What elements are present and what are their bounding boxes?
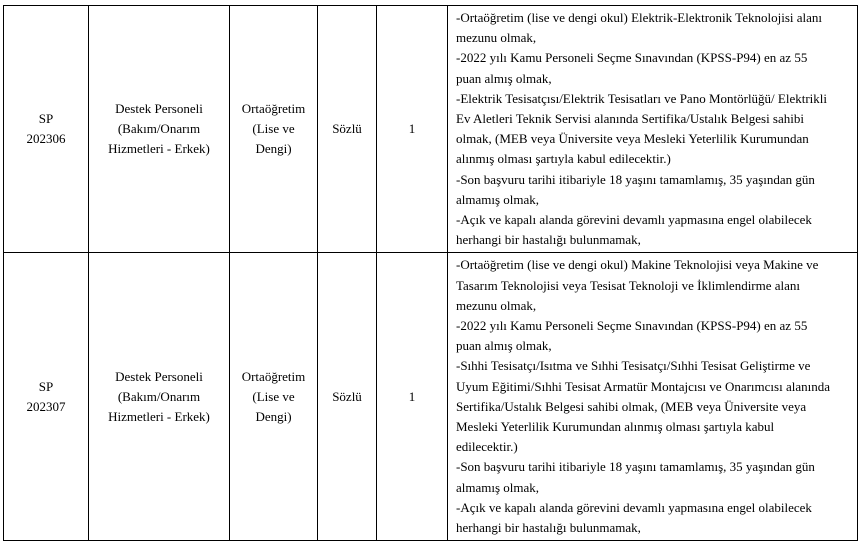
position-title-line: Hizmetleri - Erkek) — [108, 141, 210, 157]
position-title-line: Hizmetleri - Erkek) — [108, 408, 210, 424]
position-code-number: 202307 — [26, 398, 66, 414]
education-level-line: Ortaöğretim — [241, 100, 306, 116]
position-code-cell — [4, 6, 89, 253]
requirement-line: Ev Aletleri Teknik Servisi alanında Sertifika/Ustalık Belgesi sahibi — [456, 111, 804, 127]
education-level-line: Dengi) — [255, 408, 292, 424]
exam-type-cell: Sözlü — [318, 6, 377, 253]
exam-type-cell: Sözlü — [318, 253, 377, 541]
requirement-line: -Ortaöğretim (lise ve dengi okul) Makine Teknolojisi veya Makine ve — [456, 257, 819, 273]
position-count-cell: 1 — [377, 253, 448, 541]
requirement-line: herhangi bir hastalığı bulunmamak, — [456, 520, 641, 536]
requirements-cell — [448, 6, 858, 253]
position-title-line: (Bakım/Onarım — [117, 388, 201, 404]
position-title-line: Destek Personeli — [115, 368, 203, 384]
requirement-line: olmak, (MEB veya Üniversite veya Mesleki Yeterlilik Kurumundan — [456, 131, 809, 147]
position-title-cell — [89, 6, 230, 253]
education-level-line: Dengi) — [255, 141, 292, 157]
requirement-line: Sertifika/Ustalık Belgesi sahibi olmak, (MEB veya Üniversite veya — [456, 398, 807, 414]
requirement-line: almamış olmak, — [456, 191, 540, 207]
education-level-line: (Lise ve — [252, 388, 295, 404]
requirements-cell — [448, 253, 858, 541]
position-title-line: (Bakım/Onarım — [117, 121, 201, 137]
table-row — [4, 6, 858, 253]
education-level-cell — [230, 6, 318, 253]
requirement-line: herhangi bir hastalığı bulunmamak, — [456, 232, 641, 248]
requirement-line: Tasarım Teknolojisi veya Tesisat Teknoloji ve İklimlendirme alanı — [456, 277, 801, 293]
position-title-cell — [89, 253, 230, 541]
position-title-line: Destek Personeli — [115, 100, 203, 116]
requirement-line: mezunu olmak, — [456, 30, 537, 46]
education-level-line: Ortaöğretim — [241, 368, 306, 384]
position-code-number: 202306 — [26, 131, 66, 147]
requirement-line: almamış olmak, — [456, 479, 540, 495]
requirement-line: -Son başvuru tarihi itibariyle 18 yaşını tamamlamış, 35 yaşından gün — [456, 459, 815, 475]
requirement-line: -Sıhhi Tesisatçı/Isıtma ve Sıhhi Tesisatçı/Sıhhi Tesisat Geliştirme ve — [456, 358, 811, 374]
position-code-cell — [4, 253, 89, 541]
education-level-line: (Lise ve — [252, 121, 295, 137]
position-count-cell: 1 — [377, 6, 448, 253]
position-code-prefix: SP — [38, 111, 54, 127]
requirement-line: Mesleki Yeterlilik Kurumundan alınmış olması şartıyla kabul — [456, 419, 775, 435]
requirement-line: -2022 yılı Kamu Personeli Seçme Sınavından (KPSS-P94) en az 55 — [456, 318, 808, 334]
requirement-line: -2022 yılı Kamu Personeli Seçme Sınavından (KPSS-P94) en az 55 — [456, 50, 808, 66]
requirement-line: -Açık ve kapalı alanda görevini devamlı yapmasına engel olabilecek — [456, 212, 812, 228]
requirement-line: mezunu olmak, — [456, 297, 537, 313]
requirement-line: puan almış olmak, — [456, 70, 552, 86]
requirement-line: -Ortaöğretim (lise ve dengi okul) Elektrik-Elektronik Teknolojisi alanı — [456, 10, 823, 25]
requirement-line: Uyum Eğitimi/Sıhhi Tesisat Armatür Montajcısı ve Onarımcısı alanında — [456, 378, 830, 394]
requirement-line: -Açık ve kapalı alanda görevini devamlı yapmasına engel olabilecek — [456, 499, 812, 515]
education-level-cell — [230, 253, 318, 541]
table-row — [4, 253, 858, 541]
requirement-line: alınmış olması şartıyla kabul edilecektir.) — [456, 151, 671, 167]
job-requirements-table — [3, 5, 858, 541]
requirement-line: -Son başvuru tarihi itibariyle 18 yaşını tamamlamış, 35 yaşından gün — [456, 171, 815, 187]
requirement-line: -Elektrik Tesisatçısı/Elektrik Tesisatları ve Pano Montörlüğü/ Elektrikli — [456, 90, 828, 106]
position-code-prefix: SP — [38, 378, 54, 394]
requirement-line: puan almış olmak, — [456, 338, 552, 354]
requirement-line: edilecektir.) — [456, 439, 518, 455]
